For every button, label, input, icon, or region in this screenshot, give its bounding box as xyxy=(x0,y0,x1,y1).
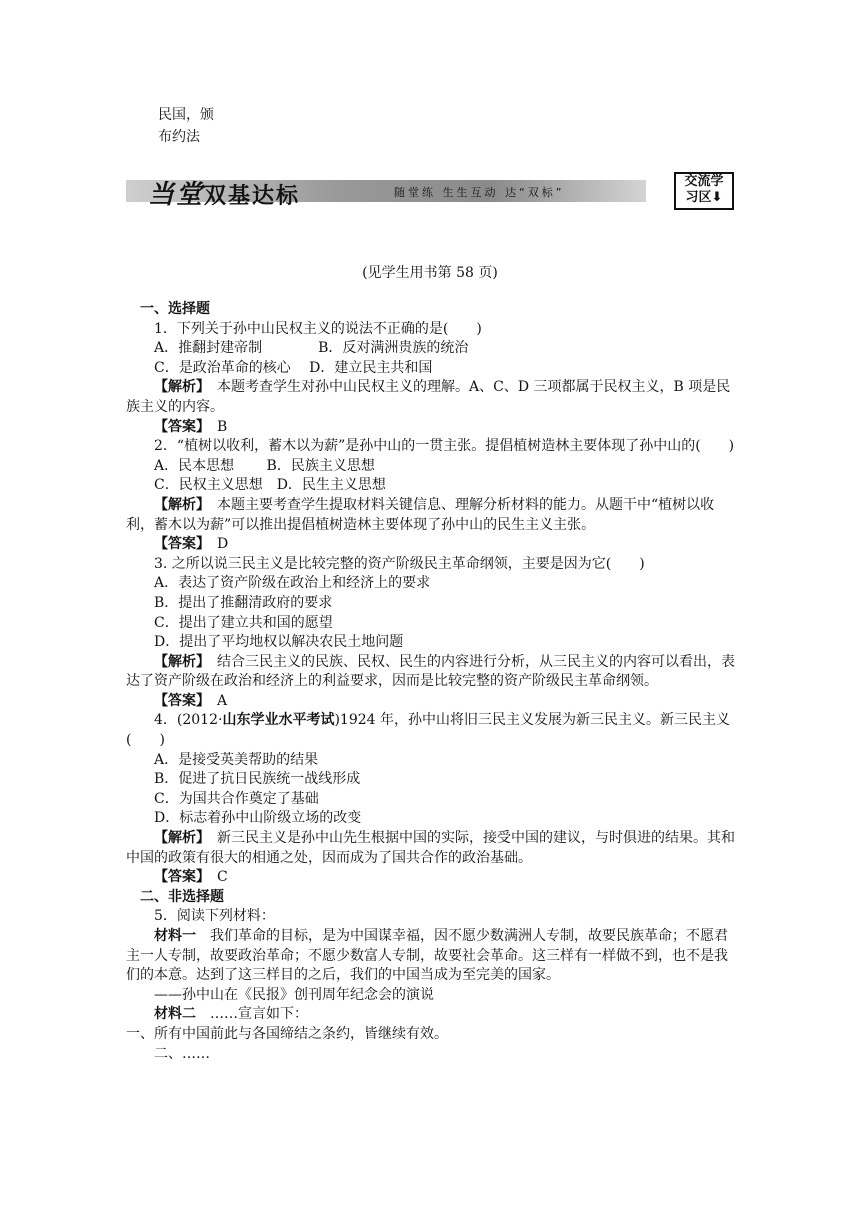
q1-stem: 1．下列关于孙中山民权主义的说法不正确的是( ) xyxy=(154,320,482,337)
section-banner xyxy=(126,172,736,208)
analysis-label: 【解析】 xyxy=(154,830,203,847)
q5-stem: 5．阅读下列材料： xyxy=(154,908,275,925)
q4-stem: 4．(2012·山东学业水平考试)1924 年，孙中山将旧三民主义发展为新三民主义。新三民主义( ) xyxy=(126,712,730,749)
q3-stem: 3. 之所以说三民主义是比较完整的资产阶级民主革命纲领，主要是因为它( ) xyxy=(154,555,645,572)
q1-answer xyxy=(126,418,736,438)
q1-options-ab: A．推翻封建帝制 B．反对满洲贵族的统治 xyxy=(154,340,469,357)
analysis-label: 【解析】 xyxy=(154,379,203,396)
question-content xyxy=(126,300,736,1064)
q4-answer xyxy=(126,868,736,888)
banner-title-first: 当 xyxy=(148,180,177,210)
answer-label: 【答案】 xyxy=(154,869,203,886)
q3-answer xyxy=(126,692,736,712)
banner-title xyxy=(148,174,300,211)
material-2-text: ……宣言如下： xyxy=(196,1006,308,1023)
q1-analysis-text: 本题考查学生对孙中山民权主义的理解。A、C、D 三项都属于民权主义，B 项是民族主义的内容。 xyxy=(126,379,731,415)
q3-option-c: C．提出了建立共和国的愿望 xyxy=(154,614,333,631)
q2-answer xyxy=(126,535,736,555)
top-fragment xyxy=(158,104,214,148)
banner-box-line-2: 习区⬇ xyxy=(685,190,723,205)
banner-box-line-1: 交流学 xyxy=(684,174,724,189)
material-1-text: 我们革命的目标，是为中国谋幸福，因不愿少数满洲人专制，故要民族革命；不愿君主一人专制，故要政治革命；不愿少数富人专制，故要社会革命。这三样有一样做不到，也不是我们的本意。达到了这三样目的之后，我们的中国当成为至完美的国家。 xyxy=(126,928,728,984)
q4-option-b: B．促进了抗日民族统一战线形成 xyxy=(154,771,361,788)
banner-exchange-box xyxy=(674,172,734,210)
q3-analysis xyxy=(126,653,736,692)
analysis-label: 【解析】 xyxy=(154,653,203,670)
analysis-label: 【解析】 xyxy=(154,496,203,513)
q4-option-a: A．是接受英美帮助的结果 xyxy=(154,751,319,768)
q2-options-cd: C．民权主义思想 D．民生主义思想 xyxy=(154,477,386,494)
section-heading-choice: 一、选择题 xyxy=(140,301,210,317)
banner-title-rest: 双基达标 xyxy=(204,183,301,209)
q5-material-1 xyxy=(126,927,736,986)
q4-analysis-text: 新三民主义是孙中山先生根据中国的实际，接受中国的建议，与时俱进的结果。其和中国的政策有很大的相通之处，因而成为了国共合作的政治基础。 xyxy=(126,830,735,866)
q5-material-1-source: ——孙中山在《民报》创刊周年纪念会的演说 xyxy=(154,986,434,1003)
answer-label: 【答案】 xyxy=(154,418,203,435)
fragment-line-1: 民国，颁 xyxy=(158,107,214,123)
banner-slogan: 随堂练 生生互动 达“双标” xyxy=(394,186,565,199)
answer-label: 【答案】 xyxy=(154,692,203,709)
q3-option-d: D．提出了平均地权以解决农民土地问题 xyxy=(154,634,404,651)
q1-answer-value: B xyxy=(217,418,228,435)
q2-stem: 2．“植树以收利，蓄木以为薪”是孙中山的一贯主张。提倡植树造林主要体现了孙中山的( ) xyxy=(154,438,735,455)
material-2-label: 材料二 xyxy=(154,1006,196,1023)
q3-analysis-text: 结合三民主义的民族、民权、民生的内容进行分析，从三民主义的内容可以看出，表达了资产阶级在政治和经济上的利益要求，因而是比较完整的资产阶级民主革命纲领。 xyxy=(126,653,735,690)
answer-label: 【答案】 xyxy=(154,536,203,553)
q4-answer-value: C xyxy=(217,869,228,886)
banner-title-second: 堂 xyxy=(176,180,205,210)
q4-option-c: C．为国共合作奠定了基础 xyxy=(154,790,319,807)
page-reference: (见学生用书第 58 页) xyxy=(362,265,498,281)
q5-material-2-line-2: 二、…… xyxy=(154,1045,210,1062)
q2-answer-value: D xyxy=(217,536,229,553)
q2-analysis xyxy=(126,496,736,535)
q1-analysis xyxy=(126,378,736,417)
q5-material-2 xyxy=(126,1005,736,1025)
q3-option-a: A．表达了资产阶级在政治上和经济上的要求 xyxy=(154,575,431,592)
material-1-label: 材料一 xyxy=(154,928,196,944)
fragment-line-2: 布约法 xyxy=(158,129,200,145)
q4-analysis xyxy=(126,829,736,868)
q2-options-ab: A．民本思想 B．民族主义思想 xyxy=(154,457,375,474)
q4-option-d: D．标志着孙中山阶级立场的改变 xyxy=(154,810,362,827)
q4-source: 山东学业水平考试 xyxy=(222,712,335,729)
q3-answer-value: A xyxy=(217,692,228,709)
q2-analysis-text: 本题主要考查学生提取材料关键信息、理解分析材料的能力。从题干中“植树以收利，蓄木以为薪”可以推出提倡植树造林主要体现了孙中山的民生主义主张。 xyxy=(126,496,715,533)
q5-material-2-line-1: 一、所有中国前此与各国缔结之条约，皆继续有效。 xyxy=(126,1025,448,1042)
q3-option-b: B．提出了推翻清政府的要求 xyxy=(154,594,333,611)
section-heading-nonchoice: 二、非选择题 xyxy=(140,888,224,905)
q1-options-cd: C．是政治革命的核心 D．建立民主共和国 xyxy=(154,359,433,376)
